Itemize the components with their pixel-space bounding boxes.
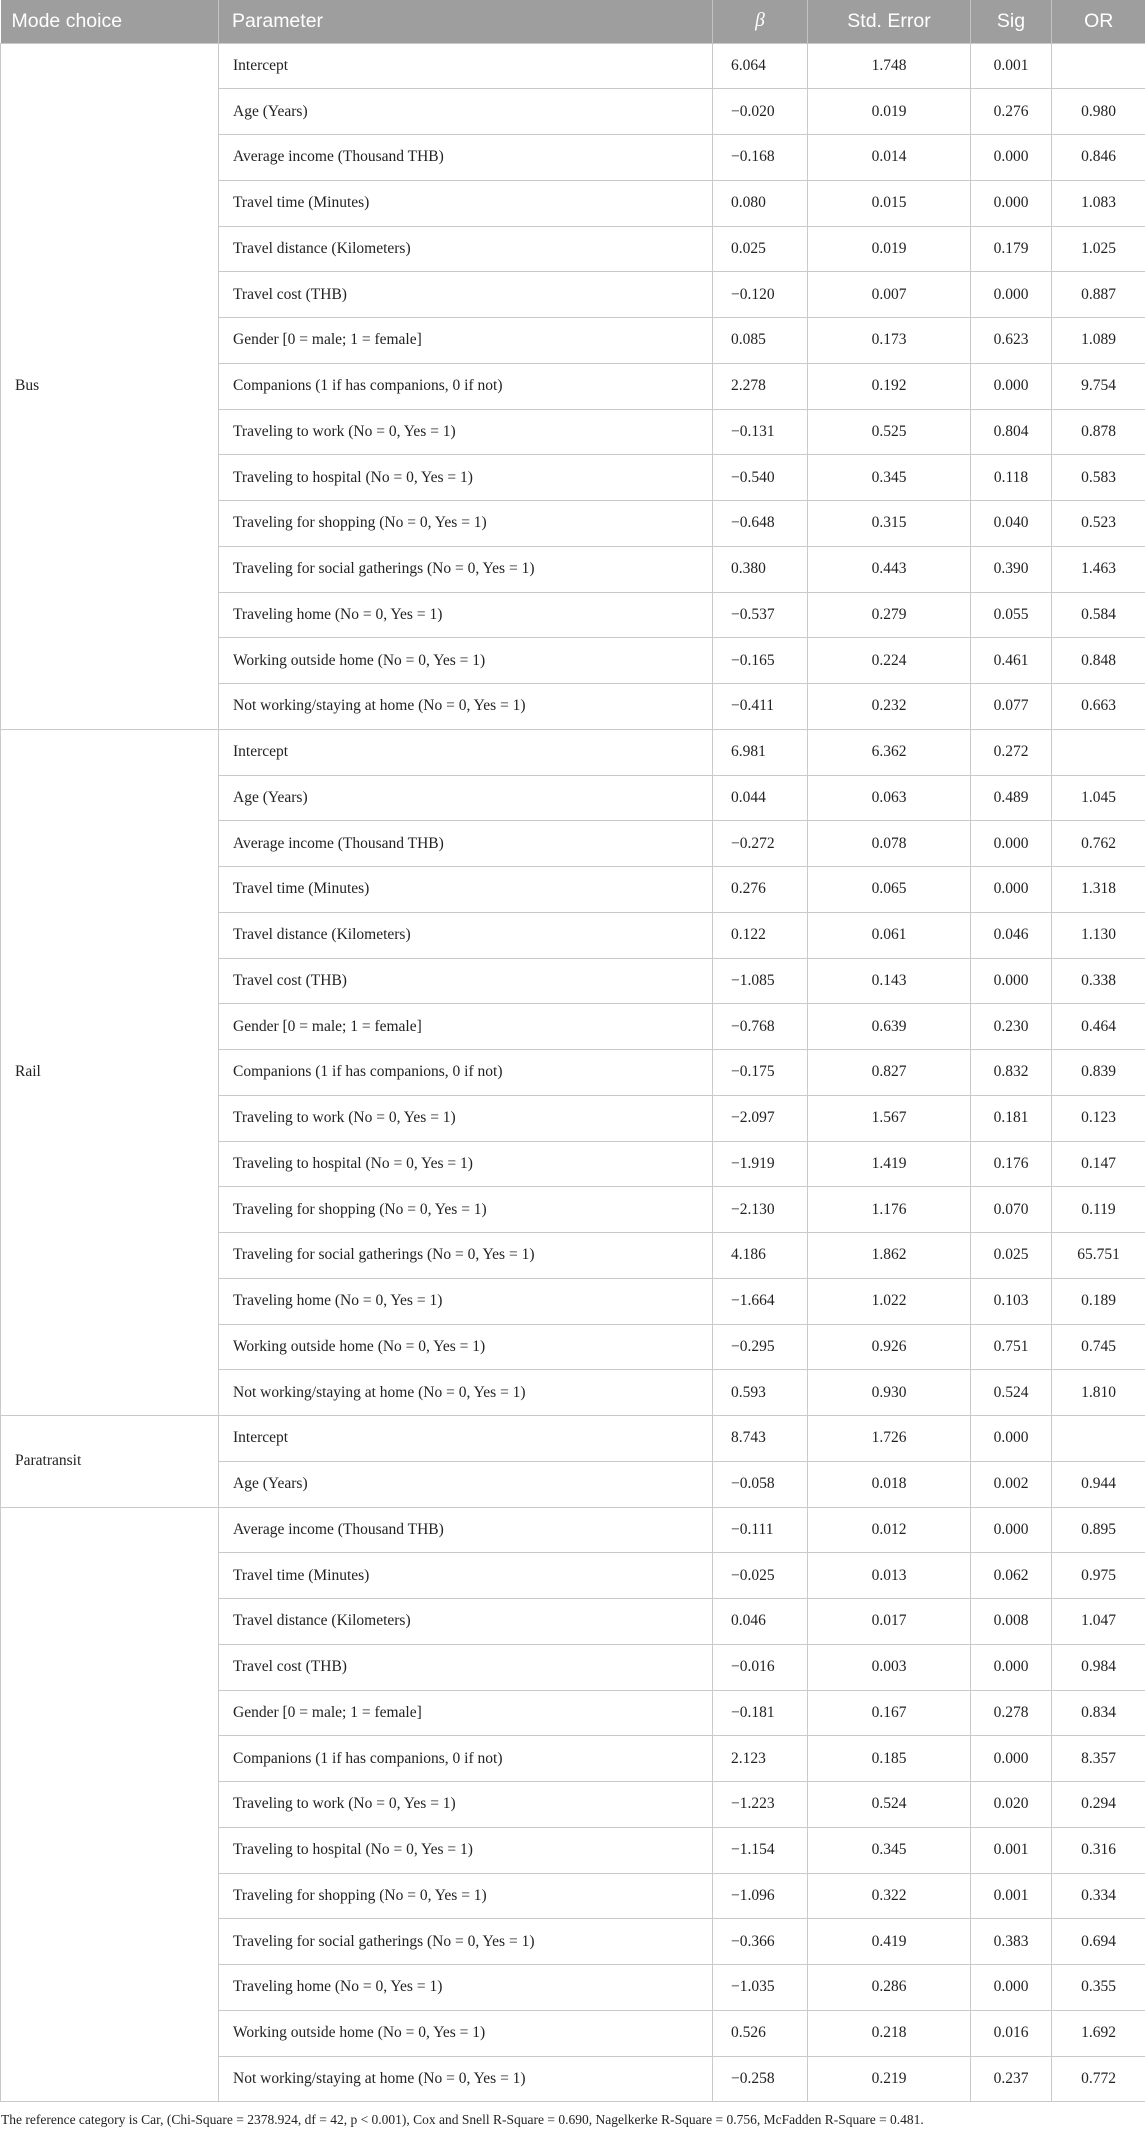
beta-cell: −2.130 [713,1187,808,1233]
beta-cell: −0.272 [713,821,808,867]
beta-cell: −0.181 [713,1690,808,1736]
sig-cell: 0.276 [971,89,1052,135]
or-cell: 0.294 [1052,1782,1145,1828]
std-error-cell: 0.218 [808,2010,971,2056]
or-cell: 0.523 [1052,501,1145,547]
parameter-cell: Age (Years) [219,1461,713,1507]
parameter-cell: Average income (Thousand THB) [219,1507,713,1553]
sig-cell: 0.000 [971,867,1052,913]
or-cell: 0.848 [1052,638,1145,684]
parameter-cell: Traveling to work (No = 0, Yes = 1) [219,1095,713,1141]
or-cell: 1.089 [1052,318,1145,364]
parameter-cell: Companions (1 if has companions, 0 if not) [219,1736,713,1782]
std-error-cell: 0.315 [808,501,971,547]
parameter-cell: Traveling home (No = 0, Yes = 1) [219,1965,713,2011]
or-cell: 1.463 [1052,546,1145,592]
beta-cell: −0.025 [713,1553,808,1599]
sig-cell: 0.118 [971,455,1052,501]
sig-cell: 0.237 [971,2056,1052,2102]
beta-cell: −0.258 [713,2056,808,2102]
beta-cell: −0.175 [713,1050,808,1096]
std-error-cell: 0.219 [808,2056,971,2102]
parameter-cell: Companions (1 if has companions, 0 if not) [219,363,713,409]
sig-cell: 0.804 [971,409,1052,455]
sig-cell: 0.390 [971,546,1052,592]
std-error-cell: 0.926 [808,1324,971,1370]
sig-cell: 0.000 [971,1507,1052,1553]
parameter-cell: Traveling to work (No = 0, Yes = 1) [219,1782,713,1828]
beta-cell: 0.380 [713,546,808,592]
parameter-cell: Average income (Thousand THB) [219,821,713,867]
sig-cell: 0.020 [971,1782,1052,1828]
parameter-cell: Traveling to hospital (No = 0, Yes = 1) [219,1141,713,1187]
sig-cell: 0.025 [971,1233,1052,1279]
or-cell: 1.318 [1052,867,1145,913]
parameter-cell: Working outside home (No = 0, Yes = 1) [219,2010,713,2056]
std-error-cell: 0.019 [808,226,971,272]
beta-cell: −0.537 [713,592,808,638]
table-footnote: The reference category is Car, (Chi-Square = 2378.924, df = 42, p < 0.001), Cox and Snell R-Square = 0.690, Nagelkerke R-Square = 0.756, McFadden R-Square = 0.481. [1,2112,924,2127]
or-cell: 0.316 [1052,1827,1145,1873]
sig-cell: 0.524 [971,1370,1052,1416]
beta-cell: −2.097 [713,1095,808,1141]
parameter-cell: Not working/staying at home (No = 0, Yes = 1) [219,684,713,730]
beta-cell: −0.020 [713,89,808,135]
parameter-cell: Age (Years) [219,89,713,135]
sig-cell: 0.000 [971,1965,1052,2011]
or-cell: 0.980 [1052,89,1145,135]
beta-cell: 0.025 [713,226,808,272]
std-error-cell: 0.007 [808,272,971,318]
parameter-cell: Working outside home (No = 0, Yes = 1) [219,638,713,684]
beta-cell: −0.131 [713,409,808,455]
header-parameter: Parameter [219,0,713,43]
std-error-cell: 1.419 [808,1141,971,1187]
mode-choice-cell: Bus [1,43,219,729]
or-cell: 1.692 [1052,2010,1145,2056]
std-error-cell: 1.726 [808,1416,971,1462]
beta-cell: −1.919 [713,1141,808,1187]
parameter-cell: Travel cost (THB) [219,1644,713,1690]
beta-cell: −0.058 [713,1461,808,1507]
sig-cell: 0.008 [971,1599,1052,1645]
mode-choice-cell: Paratransit [1,1416,219,1508]
or-cell: 0.334 [1052,1873,1145,1919]
or-cell: 0.694 [1052,1919,1145,1965]
header-std-error: Std. Error [808,0,971,43]
sig-cell: 0.001 [971,1873,1052,1919]
or-cell [1052,1416,1145,1462]
std-error-cell: 0.930 [808,1370,971,1416]
or-cell: 0.745 [1052,1324,1145,1370]
parameter-cell: Age (Years) [219,775,713,821]
parameter-cell: Traveling for shopping (No = 0, Yes = 1) [219,501,713,547]
or-cell: 0.663 [1052,684,1145,730]
or-cell: 0.464 [1052,1004,1145,1050]
sig-cell: 0.070 [971,1187,1052,1233]
sig-cell: 0.272 [971,729,1052,775]
beta-cell: −0.016 [713,1644,808,1690]
sig-cell: 0.000 [971,180,1052,226]
parameter-cell: Average income (Thousand THB) [219,135,713,181]
parameter-cell: Not working/staying at home (No = 0, Yes = 1) [219,1370,713,1416]
beta-cell: −1.085 [713,958,808,1004]
or-cell: 9.754 [1052,363,1145,409]
sig-cell: 0.751 [971,1324,1052,1370]
parameter-cell: Traveling home (No = 0, Yes = 1) [219,1278,713,1324]
std-error-cell: 0.192 [808,363,971,409]
sig-cell: 0.383 [971,1919,1052,1965]
or-cell: 0.984 [1052,1644,1145,1690]
sig-cell: 0.001 [971,43,1052,89]
or-cell: 1.083 [1052,180,1145,226]
std-error-cell: 0.525 [808,409,971,455]
std-error-cell: 0.078 [808,821,971,867]
or-cell: 0.338 [1052,958,1145,1004]
beta-cell: −1.096 [713,1873,808,1919]
sig-cell: 0.046 [971,912,1052,958]
std-error-cell: 0.639 [808,1004,971,1050]
beta-cell: −0.120 [713,272,808,318]
std-error-cell: 0.018 [808,1461,971,1507]
parameter-cell: Traveling for social gatherings (No = 0, Yes = 1) [219,546,713,592]
std-error-cell: 0.063 [808,775,971,821]
parameter-cell: Traveling to hospital (No = 0, Yes = 1) [219,455,713,501]
or-cell: 0.772 [1052,2056,1145,2102]
sig-cell: 0.176 [971,1141,1052,1187]
beta-cell: 0.276 [713,867,808,913]
beta-cell: 0.085 [713,318,808,364]
beta-cell: −0.411 [713,684,808,730]
sig-cell: 0.000 [971,135,1052,181]
sig-cell: 0.832 [971,1050,1052,1096]
parameter-cell: Travel cost (THB) [219,272,713,318]
std-error-cell: 0.143 [808,958,971,1004]
beta-cell: −0.165 [713,638,808,684]
std-error-cell: 1.022 [808,1278,971,1324]
beta-cell: −1.035 [713,1965,808,2011]
std-error-cell: 0.173 [808,318,971,364]
table-body [1,43,1145,2102]
sig-cell: 0.001 [971,1827,1052,1873]
or-cell: 1.025 [1052,226,1145,272]
sig-cell: 0.016 [971,2010,1052,2056]
or-cell: 0.119 [1052,1187,1145,1233]
table-header-row [1,0,1145,43]
sig-cell: 0.000 [971,958,1052,1004]
std-error-cell: 0.017 [808,1599,971,1645]
parameter-cell: Travel distance (Kilometers) [219,1599,713,1645]
or-cell: 0.583 [1052,455,1145,501]
beta-cell: −0.366 [713,1919,808,1965]
or-cell: 1.130 [1052,912,1145,958]
parameter-cell: Traveling for shopping (No = 0, Yes = 1) [219,1873,713,1919]
or-cell: 1.045 [1052,775,1145,821]
beta-cell: 0.044 [713,775,808,821]
sig-cell: 0.002 [971,1461,1052,1507]
parameter-cell: Traveling for social gatherings (No = 0, Yes = 1) [219,1233,713,1279]
beta-cell: −0.168 [713,135,808,181]
sig-cell: 0.489 [971,775,1052,821]
sig-cell: 0.000 [971,1736,1052,1782]
sig-cell: 0.000 [971,272,1052,318]
std-error-cell: 0.167 [808,1690,971,1736]
sig-cell: 0.040 [971,501,1052,547]
parameter-cell: Travel time (Minutes) [219,180,713,226]
sig-cell: 0.461 [971,638,1052,684]
parameter-cell: Traveling to hospital (No = 0, Yes = 1) [219,1827,713,1873]
sig-cell: 0.000 [971,1416,1052,1462]
header-or: OR [1052,0,1145,43]
or-cell [1052,43,1145,89]
or-cell: 0.147 [1052,1141,1145,1187]
sig-cell: 0.077 [971,684,1052,730]
sig-cell: 0.000 [971,1644,1052,1690]
sig-cell: 0.623 [971,318,1052,364]
beta-cell: 0.526 [713,2010,808,2056]
std-error-cell: 0.061 [808,912,971,958]
beta-cell: −0.648 [713,501,808,547]
parameter-cell: Traveling home (No = 0, Yes = 1) [219,592,713,638]
parameter-cell: Not working/staying at home (No = 0, Yes = 1) [219,2056,713,2102]
header-beta: β [713,0,808,43]
header-mode-choice: Mode choice [11,9,123,32]
parameter-cell: Intercept [219,729,713,775]
or-cell: 8.357 [1052,1736,1145,1782]
or-cell: 0.834 [1052,1690,1145,1736]
beta-cell: −0.768 [713,1004,808,1050]
parameter-cell: Travel time (Minutes) [219,1553,713,1599]
parameter-cell: Travel distance (Kilometers) [219,912,713,958]
beta-cell: 6.064 [713,43,808,89]
beta-cell: 0.080 [713,180,808,226]
sig-cell: 0.000 [971,821,1052,867]
std-error-cell: 0.014 [808,135,971,181]
std-error-cell: 6.362 [808,729,971,775]
std-error-cell: 0.185 [808,1736,971,1782]
beta-cell: −1.154 [713,1827,808,1873]
beta-cell: 0.046 [713,1599,808,1645]
beta-cell: 2.123 [713,1736,808,1782]
parameter-cell: Traveling for shopping (No = 0, Yes = 1) [219,1187,713,1233]
std-error-cell: 0.224 [808,638,971,684]
beta-cell: 0.593 [713,1370,808,1416]
std-error-cell: 1.176 [808,1187,971,1233]
or-cell: 1.047 [1052,1599,1145,1645]
std-error-cell: 0.524 [808,1782,971,1828]
std-error-cell: 0.232 [808,684,971,730]
sig-cell: 0.103 [971,1278,1052,1324]
parameter-cell: Gender [0 = male; 1 = female] [219,1004,713,1050]
mode-choice-cell [1,1507,219,2102]
beta-cell: −0.540 [713,455,808,501]
std-error-cell: 0.345 [808,1827,971,1873]
table-row [1,1416,1145,1462]
beta-cell: 6.981 [713,729,808,775]
parameter-cell: Gender [0 = male; 1 = female] [219,318,713,364]
or-cell: 0.887 [1052,272,1145,318]
or-cell: 0.878 [1052,409,1145,455]
table-row [1,43,1145,89]
std-error-cell: 0.827 [808,1050,971,1096]
or-cell: 0.895 [1052,1507,1145,1553]
sig-cell: 0.181 [971,1095,1052,1141]
or-cell: 0.355 [1052,1965,1145,2011]
sig-cell: 0.278 [971,1690,1052,1736]
std-error-cell: 1.748 [808,43,971,89]
std-error-cell: 0.322 [808,1873,971,1919]
std-error-cell: 0.443 [808,546,971,592]
table-row [1,729,1145,775]
or-cell: 0.839 [1052,1050,1145,1096]
parameter-cell: Traveling to work (No = 0, Yes = 1) [219,409,713,455]
std-error-cell: 0.015 [808,180,971,226]
beta-cell: 0.122 [713,912,808,958]
std-error-cell: 0.003 [808,1644,971,1690]
parameter-cell: Intercept [219,43,713,89]
parameter-cell: Companions (1 if has companions, 0 if not) [219,1050,713,1096]
parameter-cell: Working outside home (No = 0, Yes = 1) [219,1324,713,1370]
sig-cell: 0.230 [971,1004,1052,1050]
parameter-cell: Travel time (Minutes) [219,867,713,913]
sig-cell: 0.179 [971,226,1052,272]
beta-cell: −0.111 [713,1507,808,1553]
std-error-cell: 0.279 [808,592,971,638]
or-cell: 0.123 [1052,1095,1145,1141]
parameter-cell: Intercept [219,1416,713,1462]
beta-cell: 8.743 [713,1416,808,1462]
std-error-cell: 0.286 [808,1965,971,2011]
parameter-cell: Traveling for social gatherings (No = 0, Yes = 1) [219,1919,713,1965]
or-cell: 0.584 [1052,592,1145,638]
std-error-cell: 0.019 [808,89,971,135]
std-error-cell: 0.345 [808,455,971,501]
parameter-cell: Gender [0 = male; 1 = female] [219,1690,713,1736]
sig-cell: 0.062 [971,1553,1052,1599]
or-cell: 0.762 [1052,821,1145,867]
mode-choice-cell: Rail [1,729,219,1415]
std-error-cell: 1.862 [808,1233,971,1279]
beta-cell: −0.295 [713,1324,808,1370]
std-error-cell: 0.012 [808,1507,971,1553]
or-cell: 0.846 [1052,135,1145,181]
or-cell: 1.810 [1052,1370,1145,1416]
beta-cell: 2.278 [713,363,808,409]
sig-cell: 0.000 [971,363,1052,409]
table-row [1,1507,1145,1553]
sig-cell: 0.055 [971,592,1052,638]
beta-cell: −1.223 [713,1782,808,1828]
beta-cell: 4.186 [713,1233,808,1279]
std-error-cell: 1.567 [808,1095,971,1141]
parameter-cell: Travel cost (THB) [219,958,713,1004]
or-cell: 0.975 [1052,1553,1145,1599]
beta-cell: −1.664 [713,1278,808,1324]
or-cell: 0.189 [1052,1278,1145,1324]
or-cell [1052,729,1145,775]
or-cell: 0.944 [1052,1461,1145,1507]
or-cell: 65.751 [1052,1233,1145,1279]
std-error-cell: 0.065 [808,867,971,913]
header-sig: Sig [971,0,1052,43]
parameter-cell: Travel distance (Kilometers) [219,226,713,272]
std-error-cell: 0.419 [808,1919,971,1965]
std-error-cell: 0.013 [808,1553,971,1599]
